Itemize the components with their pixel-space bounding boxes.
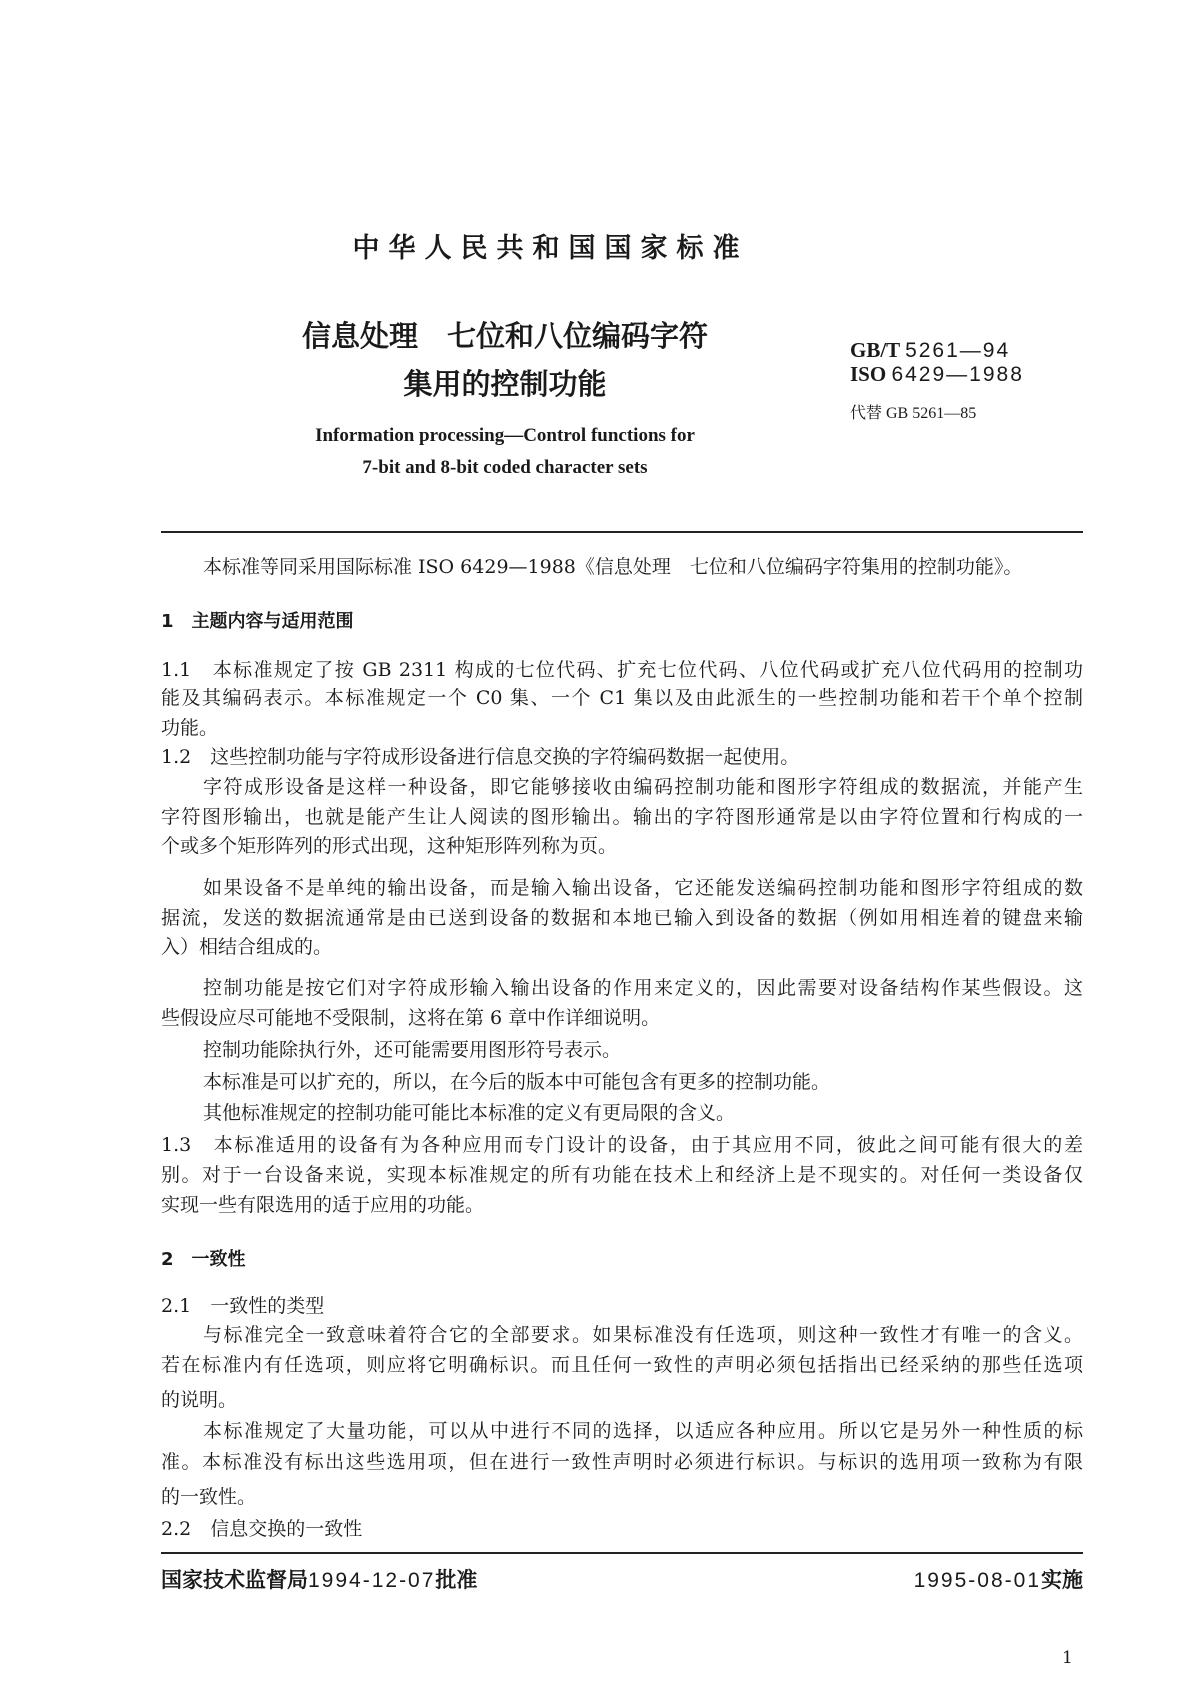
- iso-code: [850, 362, 1024, 387]
- header-divider: [161, 531, 1083, 533]
- document-title-line2: 集用的控制功能: [403, 367, 607, 401]
- body-line: 控制功能除执行外，还可能需要用图形符号表示。: [203, 1039, 622, 1061]
- body-line: 本标准规定了大量功能，可以从中进行不同的选择，以适应各种应用。所以它是另外一种性质的标: [203, 1420, 1083, 1442]
- body-line: 实现一些有限选用的适于应用的功能。: [161, 1194, 485, 1216]
- effective-suffix: 实施: [1041, 1568, 1083, 1592]
- body-line: 入）相结合组成的。: [161, 936, 333, 958]
- body-line: 若在标准内有任选项，则应将它明确标识。而且任何一致性的声明必须包括指出已经采纳的那些任选项: [161, 1354, 1083, 1376]
- iso-prefix: ISO: [850, 362, 887, 386]
- effective-note: [914, 1564, 1083, 1594]
- body-line: 的一致性。: [161, 1486, 257, 1508]
- section-heading-1: 1 主题内容与适用范围: [161, 611, 354, 632]
- body-line: 如果设备不是单纯的输出设备，而是输入输出设备，它还能发送编码控制功能和图形字符组成的数: [203, 877, 1083, 899]
- gb-number: 5261—94: [905, 339, 1011, 362]
- replaces-note: 代替 GB 5261—85: [850, 405, 977, 422]
- english-title-line1: Information processing—Control functions for: [315, 425, 695, 446]
- body-line: 能及其编码表示。本标准规定一个 C0 集、一个 C1 集以及由此派生的一些控制功能和若干个单个控制: [161, 687, 1083, 709]
- subsection-heading-2-2: 2.2 信息交换的一致性: [161, 1518, 363, 1540]
- gb-prefix: GB/T: [850, 338, 900, 362]
- body-line: 控制功能是按它们对字符成形输入输出设备的作用来定义的，因此需要对设备结构作某些假设。这: [203, 977, 1083, 999]
- body-line: 1.1 本标准规定了按 GB 2311 构成的七位代码、扩充七位代码、八位代码或扩充八位代码用的控制功: [161, 659, 1083, 681]
- approval-date: 1994-12-07: [308, 1569, 436, 1592]
- body-line: 字符成形设备是这样一种设备，即它能够接收由编码控制功能和图形字符组成的数据流，并能产生: [203, 776, 1083, 798]
- iso-number: 6429—1988: [891, 363, 1024, 386]
- approving-authority: 国家技术监督局: [161, 1568, 308, 1592]
- page-number: 1: [1062, 1648, 1073, 1668]
- approval-note: [161, 1564, 477, 1594]
- body-line: 与标准完全一致意味着符合它的全部要求。如果标准没有任选项，则这种一致性才有唯一的含义。: [203, 1324, 1083, 1346]
- body-line: 别。对于一台设备来说，实现本标准规定的所有功能在技术上和经济上是不现实的。对任何一类设备仅: [161, 1164, 1083, 1186]
- english-title-line2: 7-bit and 8-bit coded character sets: [362, 457, 648, 478]
- body-line: 1.2 这些控制功能与字符成形设备进行信息交换的字符编码数据一起使用。: [161, 746, 800, 768]
- national-standard-heading: 中华人民共和国国家标准: [352, 233, 749, 264]
- subsection-heading-2-1: 2.1 一致性的类型: [161, 1295, 325, 1317]
- effective-date: 1995-08-01: [913, 1569, 1041, 1592]
- body-line: 些假设应尽可能地不受限制，这将在第 6 章中作详细说明。: [161, 1007, 661, 1029]
- body-line: 据流，发送的数据流通常是由已送到设备的数据和本地已输入到设备的数据（例如用相连着的键盘来输: [161, 907, 1083, 929]
- body-line: 其他标准规定的控制功能可能比本标准的定义有更局限的含义。: [203, 1102, 736, 1124]
- body-line: 本标准是可以扩充的，所以，在今后的版本中可能包含有更多的控制功能。: [203, 1071, 831, 1093]
- gb-code: [850, 338, 1010, 363]
- approval-suffix: 批准: [435, 1568, 478, 1592]
- intro-paragraph: 本标准等同采用国际标准 ISO 6429—1988《信息处理 七位和八位编码字符集用的控制功能》。: [203, 556, 1023, 578]
- document-title-line1: 信息处理 七位和八位编码字符: [301, 319, 708, 353]
- body-line: 准。本标准没有标出这些选用项，但在进行一致性声明时必须进行标识。与标识的选用项一致称为有限: [161, 1451, 1083, 1473]
- body-line: 1.3 本标准适用的设备有为各种应用而专门设计的设备，由于其应用不同，彼此之间可能有很大的差: [161, 1134, 1083, 1156]
- section-heading-2: 2 一致性: [161, 1249, 246, 1270]
- body-line: 字符图形输出，也就是能产生让人阅读的图形输出。输出的字符图形通常是以由字符位置和行构成的一: [161, 806, 1083, 828]
- body-line: 功能。: [161, 717, 219, 739]
- footer-divider: [161, 1552, 1083, 1554]
- body-line: 个或多个矩形阵列的形式出现，这种矩形阵列称为页。: [161, 835, 618, 857]
- body-line: 的说明。: [161, 1389, 238, 1411]
